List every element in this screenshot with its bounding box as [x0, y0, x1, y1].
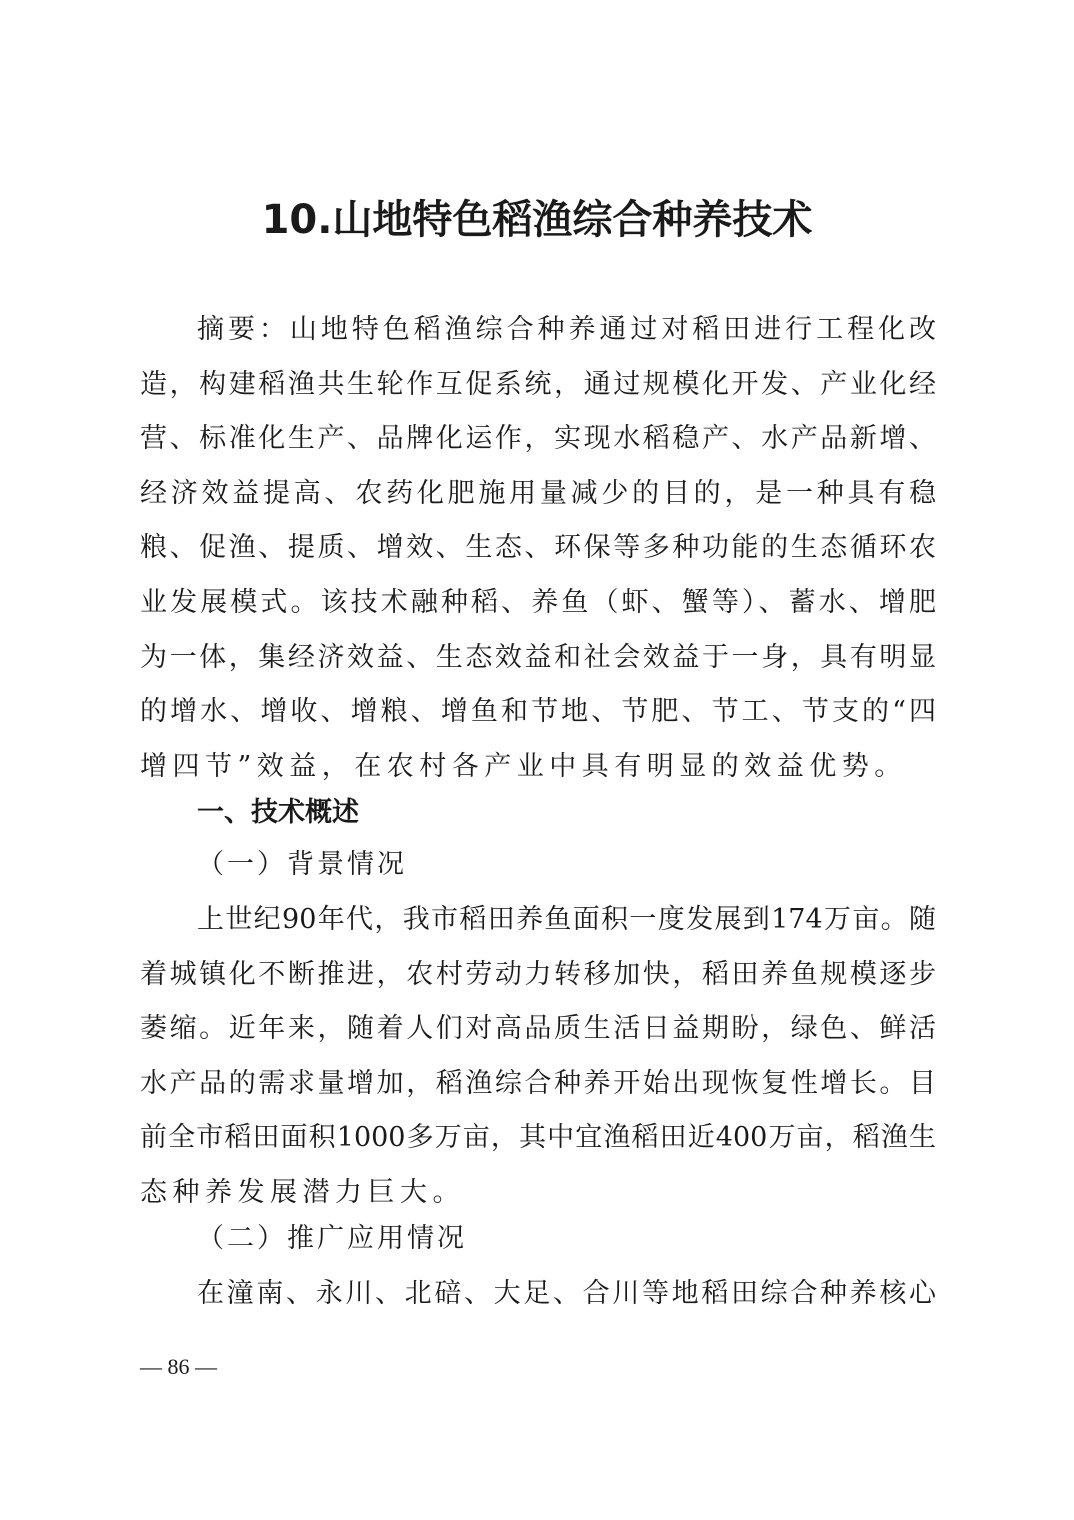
section-heading: 一、技术概述: [197, 797, 359, 828]
page-number: — 86 —: [140, 1354, 217, 1379]
text-line: 为一体，集经济效益、生态效益和社会效益于一身，具有明显: [140, 641, 936, 673]
text-line: 上世纪90年代，我市稻田养鱼面积一度发展到174万亩。随: [197, 904, 936, 935]
text-line: 水产品的需求量增加，稻渔综合种养开始出现恢复性增长。目: [140, 1067, 936, 1099]
page-title: 10.山地特色稻渔综合种养技术: [261, 197, 813, 243]
promotion-paragraph: [140, 1267, 936, 1322]
background-paragraph: [140, 893, 936, 1221]
text-line: 的增水、增收、增粮、增鱼和节地、节肥、节工、节支的“四: [140, 696, 936, 728]
text-line: 业发展模式。该技术融种稻、养鱼（虾、蟹等）、蓄水、增肥: [140, 586, 936, 618]
text-line: 摘要：山地特色稻渔综合种养通过对稻田进行工程化改: [197, 314, 936, 345]
text-line: 营、标准化生产、品牌化运作，实现水稻稳产、水产品新增、: [140, 423, 936, 455]
text-line: 前全市稻田面积1000多万亩，其中宜渔稻田近400万亩，稻渔生: [140, 1122, 936, 1154]
text-line: 萎缩。近年来，随着人们对高品质生活日益期盼，绿色、鲜活: [140, 1013, 936, 1045]
text-line: 粮、促渔、提质、增效、生态、环保等多种功能的生态循环农: [140, 532, 936, 564]
subsection-heading: （二）推广应用情况: [197, 1223, 467, 1254]
abstract-paragraph: [140, 303, 936, 794]
subsection-heading: （一）背景情况: [197, 849, 407, 880]
text-line: 增四节”效益，在农村各产业中具有明显的效益优势。: [140, 750, 907, 782]
text-line: 态种养发展潜力巨大。: [140, 1176, 465, 1208]
text-line: 造，构建稻渔共生轮作互促系统，通过规模化开发、产业化经: [140, 368, 936, 400]
text-line: 着城镇化不断推进，农村劳动力转移加快，稻田养鱼规模逐步: [140, 958, 936, 990]
text-line: 在潼南、永川、北碚、大足、合川等地稻田综合种养核心: [197, 1278, 936, 1309]
text-line: 经济效益提高、农药化肥施用量减少的目的，是一种具有稳: [140, 477, 936, 509]
